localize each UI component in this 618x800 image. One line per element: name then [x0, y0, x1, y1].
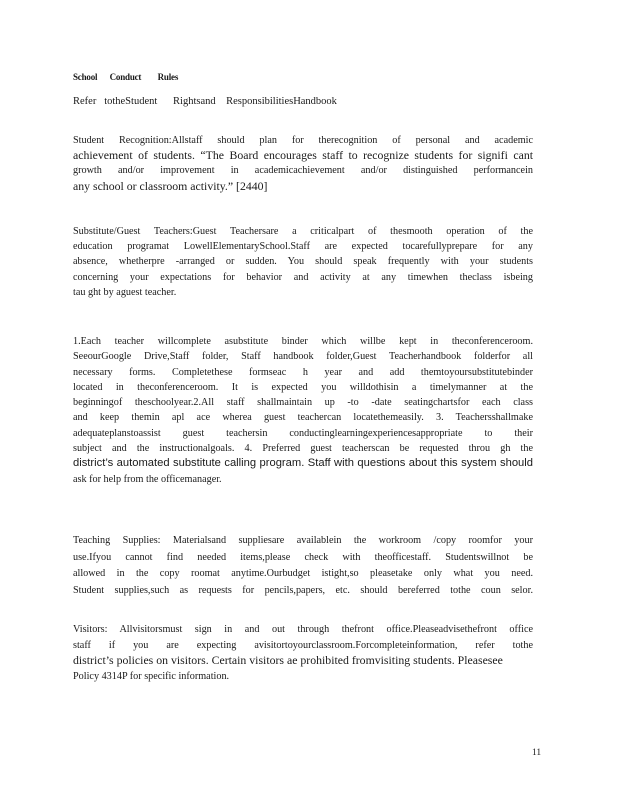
visitors-line: staff if you are expecting avisitortoyourclassroom.Forcompleteinformation, refer tothe: [73, 639, 533, 651]
procedure-line: subject and the instructionalgoals. 4. Preferred guest teacherscan be requested throu gh the: [73, 443, 533, 455]
teaching-supplies-paragraph: [73, 533, 533, 599]
substitute-line: education programat LowellElementarySchool.Staff are expected tocarefullyprepare for any: [73, 241, 533, 253]
substitute-line: concerning your expectations for behavior and activity at any timewhen theclass isbeing: [73, 271, 533, 283]
recognition-line: Student Recognition:Allstaff should plan for therecognition of personal and academic: [73, 135, 533, 146]
substitute-teachers-paragraph: [73, 224, 533, 300]
procedure-line: 1.Each teacher willcomplete asubstitute binder which willbe kept in theconferenceroom.: [73, 336, 533, 347]
visitors-line: district’s policies on visitors. Certain visitors ae prohibited fromvisiting students. Pleasesee: [73, 653, 503, 668]
student-recognition-paragraph: [73, 133, 533, 194]
substitute-line: Substitute/Guest Teachers:Guest Teachersare a criticalpart of thesmooth operation of the: [73, 226, 533, 237]
substitute-line: tau ght by aguest teacher.: [73, 286, 177, 298]
procedure-line: beginningof theschoolyear.2.All staff shallmaintain up -to -date seatingchartsfor each class: [73, 397, 533, 409]
procedure-line: district’s automated substitute calling program. Staff with questions about this system should: [73, 457, 533, 470]
procedure-line: and keep themin apl ace wherea guest teachercan locatethemeasily. 3. Teachersshallmake: [73, 412, 533, 424]
supplies-line: allowed in the copy roomat anytime.Ourbudget istight,so pleasetake only what you need.: [73, 568, 533, 580]
visitors-paragraph: [73, 622, 533, 684]
recognition-line: growth and/or improvement in academicachievement and/or distinguished performancein: [73, 165, 533, 177]
recognition-line: achievement of students. “The Board encourages staff to recognize students for signifi cant: [73, 148, 533, 163]
procedure-line: located in theconferenceroom. It is expected you willdothisin a timelymanner at the: [73, 381, 533, 393]
section-heading: School Conduct Rules: [73, 72, 179, 82]
visitors-line: Policy 4314P for specific information.: [73, 670, 230, 682]
handbook-reference: Refer totheStudent Rightsand ResponsibilitiesHandbook: [73, 96, 337, 107]
substitute-procedures-paragraph: [73, 334, 533, 487]
procedure-line: SeeourGoogle Drive,Staff folder, Staff handbook folder,Guest Teacherhandbook folderfor all: [73, 351, 533, 363]
visitors-line: Visitors: Allvisitorsmust sign in and out through thefront office.Pleaseadvisethefront office: [73, 624, 533, 635]
supplies-line: Teaching Supplies: Materialsand suppliesare availablein the workroom /copy roomfor your: [73, 535, 533, 546]
procedure-line: adequateplanstoassist guest teachersin conductinglearningexperiencesappropriate to their: [73, 427, 533, 439]
supplies-line: Student supplies,such as requests for pencils,papers, etc. should bereferred tothe coun selor.: [73, 584, 533, 596]
procedure-line: ask for help from the officemanager.: [73, 473, 222, 485]
page-number: 11: [532, 748, 542, 758]
supplies-line: use.Ifyou cannot find needed items,please check with theofficestaff. Studentswillnot be: [73, 551, 533, 563]
procedure-line: necessary forms. Completethese formseac h year and add themtoyoursubstitutebinder: [73, 366, 533, 378]
substitute-line: absence, whetherpre -arranged or sudden. You should speak frequently with your students: [73, 256, 533, 268]
recognition-line: any school or classroom activity.” [2440]: [73, 178, 268, 193]
